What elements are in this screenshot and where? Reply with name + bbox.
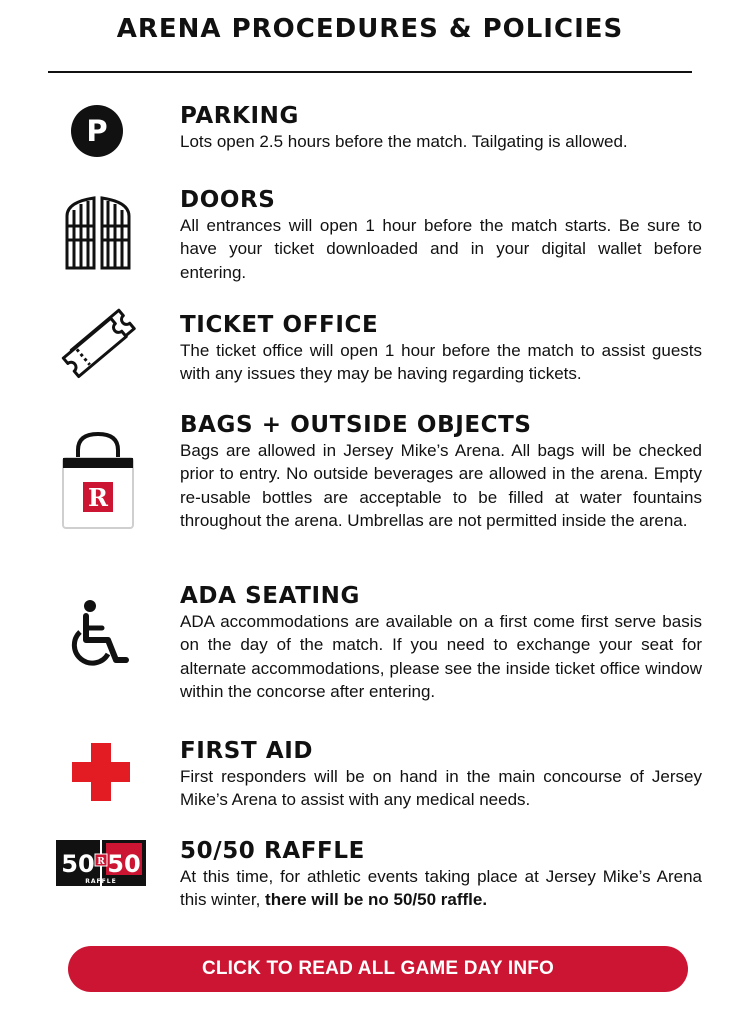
section-first-aid: [180, 738, 702, 812]
raffle-logo-icon: [56, 840, 146, 886]
title-divider: [48, 71, 692, 73]
section-parking: [180, 103, 702, 153]
svg-text:RAFFLE: RAFFLE: [85, 878, 117, 885]
svg-text:50: 50: [107, 850, 141, 878]
svg-text:R: R: [97, 857, 105, 867]
section-body: The ticket office will open 1 hour before the match to assist guests with any issues they may be having regarding tickets.: [180, 341, 702, 384]
section-heading: BAGS + OUTSIDE OBJECTS: [180, 412, 532, 438]
section-ada-seating: [180, 583, 702, 703]
clear-bag-icon: [60, 430, 136, 530]
section-body: ADA accommodations are available on a first come first serve basis on the day of the match. If you need to exchange your seat for alternate accommodations, please see the inside ticket office window within the concorse after entering.: [180, 612, 702, 701]
section-heading: FIRST AID: [180, 738, 314, 764]
section-ticket-office: [180, 312, 702, 386]
section-body-text: At this time, for athletic events taking place at Jersey Mike’s Arena this winter,: [180, 867, 702, 910]
ticket-icon: [58, 306, 138, 380]
svg-text:50: 50: [61, 850, 95, 878]
section-body-emphasis: there will be no 50/50 raffle.: [265, 890, 488, 910]
section-heading: 50/50 RAFFLE: [180, 838, 365, 864]
section-body: All entrances will open 1 hour before the match starts. Be sure to have your ticket downloaded and in your digital wallet before entering.: [180, 216, 702, 282]
section-heading: ADA SEATING: [180, 583, 360, 609]
section-body: [180, 865, 702, 912]
section-heading: DOORS: [180, 187, 276, 213]
doors-icon: [61, 196, 135, 270]
svg-text:P: P: [86, 114, 108, 148]
svg-text:R: R: [88, 483, 108, 512]
section-body: Lots open 2.5 hours before the match. Tailgating is allowed.: [180, 132, 628, 151]
wheelchair-icon: [66, 598, 130, 668]
section-raffle: [180, 838, 702, 912]
section-heading: TICKET OFFICE: [180, 312, 379, 338]
section-bags: [180, 412, 702, 532]
section-body: First responders will be on hand in the main concourse of Jersey Mike’s Arena to assist with any medical needs.: [180, 767, 702, 810]
section-body: Bags are allowed in Jersey Mike’s Arena. All bags will be checked prior to entry. No outside beverages are allowed in the arena. Empty re-usable bottles are acceptable to be filled at water fountains throughout the arena. Umbrellas are not permitted inside the arena.: [180, 441, 702, 530]
section-doors: [180, 187, 702, 284]
section-heading: PARKING: [180, 103, 299, 129]
first-aid-icon: [72, 743, 130, 801]
page-title: ARENA PROCEDURES & POLICIES: [116, 14, 624, 44]
game-day-info-button[interactable]: CLICK TO READ ALL GAME DAY INFO: [68, 946, 688, 992]
parking-icon: [71, 105, 123, 157]
